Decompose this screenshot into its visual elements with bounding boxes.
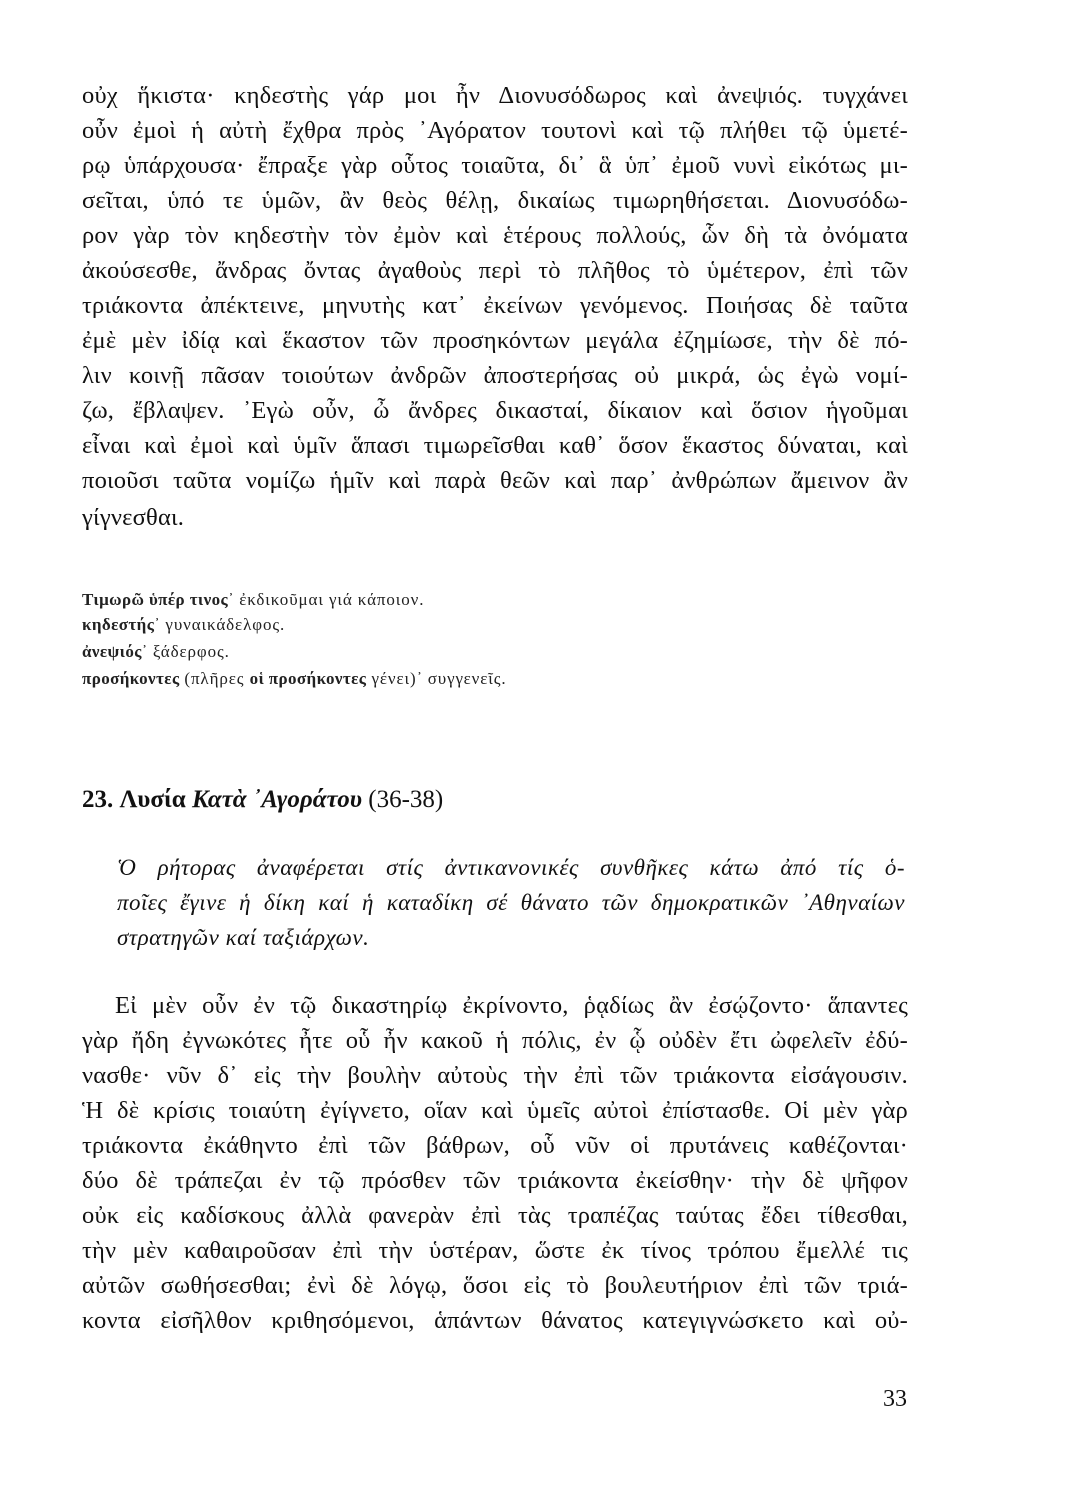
passage-2-line: τὴν μὲν καθαιροῦσαν ἐπὶ τὴν ὑστέραν, ὥστε ἐκ τίνος τρόπου ἔμελλέ τις <box>82 1237 908 1264</box>
passage-1-line: ζω, ἔβλαψεν. ᾿Εγὼ οὖν, ὦ ἄνδρες δικασταί, δίκαιον καὶ ὅσιον ἡγοῦμαι <box>82 397 908 424</box>
glossary-definition: συγγενεῖς. <box>427 669 507 688</box>
passage-1-line: ποιοῦσι ταῦτα νομίζω ἡμῖν καὶ παρὰ θεῶν καὶ παρ᾿ ἀνθρώπων ἄμεινον ἂν <box>82 467 908 494</box>
passage-2-line: τριάκοντα ἐκάθηντο ἐπὶ τῶν βάθρων, οὗ νῦν οἱ πρυτάνεις καθέζονται· <box>82 1132 908 1159</box>
intro-line: στρατηγῶν καί ταξιάρχων. <box>117 925 370 950</box>
glossary-definition: ἐκδικοῦμαι γιά κάποιον. <box>239 590 425 609</box>
page-number: 33 <box>883 1386 907 1412</box>
passage-2-line: Εἰ μὲν οὖν ἐν τῷ δικαστηρίῳ ἐκρίνοντο, ῥᾳδίως ἂν ἐσῴζοντο· ἅπαντες <box>115 992 908 1019</box>
glossary-entry: Τιμωρῶ ὑπέρ τινος᾿ ἐκδικοῦμαι γιά κάποιον. <box>82 590 425 609</box>
passage-1-line: ρον γὰρ τὸν κηδεστὴν τὸν ἐμὸν καὶ ἑτέρους πολλούς, ὧν δὴ τὰ ὀνόματα <box>82 222 908 249</box>
passage-1-line: σεῖται, ὑπό τε ὑμῶν, ἂν θεὸς θέλῃ, δικαίως τιμωρηθήσεται. Διονυσόδω- <box>82 187 908 214</box>
passage-1-line: γίγνεσθαι. <box>82 504 185 531</box>
passage-1-line: τριάκοντα ἀπέκτεινε, μηνυτὴς κατ᾿ ἐκείνων γενόμενος. Ποιήσας δὲ ταῦτα <box>82 292 908 319</box>
glossary-definition: ξάδερφος. <box>152 642 230 661</box>
passage-1-line: ἀκούσεσθε, ἄνδρας ὄντας ἀγαθοὺς περὶ τὸ πλῆθος τὸ ὑμέτερον, ἐπὶ τῶν <box>82 257 908 284</box>
passage-2-line: νασθε· νῦν δ᾿ εἰς τὴν βουλὴν αὐτοὺς τὴν ἐπὶ τῶν τριάκοντα εἰσάγουσιν. <box>82 1062 908 1089</box>
glossary-note-close: γένει) <box>366 669 417 688</box>
passage-2-line: κοντα εἰσῆλθον κριθησόμενοι, ἁπάντων θάνατος κατεγιγνώσκετο καὶ οὐ- <box>82 1307 908 1334</box>
passage-1-line: οὐχ ἥκιστα· κηδεστὴς γάρ μοι ἦν Διονυσόδωρος καὶ ἀνεψιός. τυγχάνει <box>82 82 908 109</box>
glossary-note-term: οἱ προσήκοντες <box>249 669 367 688</box>
passage-1-line: λιν κοινῇ πᾶσαν τοιούτων ἀνδρῶν ἀποστερήσας οὐ μικρά, ὡς ἐγὼ νομί- <box>82 362 908 389</box>
passage-1-line: ρῳ ὑπάρχουσα· ἔπραξε γὰρ οὗτος τοιαῦτα, δι᾿ ἃ ὑπ᾿ ἐμοῦ νυνὶ εἰκότως μι- <box>82 152 908 179</box>
glossary-definition: γυναικάδελφος. <box>165 615 286 634</box>
section-range: (36-38) <box>368 786 444 813</box>
section-author: Λυσία <box>119 786 186 813</box>
passage-1-line: εἶναι καὶ ἐμοὶ καὶ ὑμῖν ἅπασι τιμωρεῖσθαι καθ᾿ ὅσον ἕκαστος δύναται, καὶ <box>82 432 908 459</box>
glossary-term: ἀνεψιός <box>82 642 142 661</box>
section-heading <box>82 784 443 816</box>
passage-2-line: γὰρ ἤδη ἐγνωκότες ἦτε οὗ ἦν κακοῦ ἡ πόλις, ἐν ᾧ οὐδὲν ἔτι ὠφελεῖν ἐδύ- <box>82 1027 908 1054</box>
glossary-term: κηδεστής <box>82 615 155 634</box>
glossary-term: Τιμωρῶ ὑπέρ τινος <box>82 590 229 609</box>
passage-2-line: δύο δὲ τράπεζαι ἐν τῷ πρόσθεν τῶν τριάκοντα ἐκείσθην· τὴν δὲ ψῆφον <box>82 1167 908 1194</box>
passage-2-line: οὐκ εἰς καδίσκους ἀλλὰ φανερὰν ἐπὶ τὰς τραπέζας ταύτας ἔδει τίθεσθαι, <box>82 1202 908 1229</box>
intro-line: ποῖες ἔγινε ἡ δίκη καί ἡ καταδίκη σέ θάνατο τῶν δημοκρατικῶν ᾿Αθηναίων <box>117 890 905 915</box>
passage-1-line: ἐμὲ μὲν ἰδίᾳ καὶ ἕκαστον τῶν προσηκόντων μεγάλα ἐζημίωσε, τὴν δὲ πό- <box>82 327 908 354</box>
section-number: 23. <box>82 786 114 813</box>
passage-2-line: αὐτῶν σωθήσεσθαι; ἐνὶ δὲ λόγῳ, ὅσοι εἰς τὸ βουλευτήριον ἐπὶ τῶν τριά- <box>82 1272 908 1299</box>
glossary-entry: κηδεστής᾿ γυναικάδελφος. <box>82 615 286 634</box>
glossary-note-open: (πλῆρες <box>184 669 250 688</box>
glossary-entry: προσήκοντες (πλῆρες οἱ προσήκοντες γένει)᾿ συγγενεῖς. <box>82 669 507 688</box>
passage-2-line: Ἡ δὲ κρίσις τοιαύτη ἐγίγνετο, οἵαν καὶ ὑμεῖς αὐτοὶ ἐπίστασθε. Οἱ μὲν γὰρ <box>82 1097 908 1124</box>
intro-line: Ὁ ρήτορας ἀναφέρεται στίς ἀντικανονικές συνθῆκες κάτω ἀπό τίς ὁ- <box>117 855 905 880</box>
glossary-entry: ἀνεψιός᾿ ξάδερφος. <box>82 642 230 661</box>
section-work: Κατὰ ᾿Αγοράτου <box>191 786 363 813</box>
glossary-term: προσήκοντες <box>82 669 180 688</box>
passage-1-line: οὖν ἐμοὶ ἡ αὐτὴ ἔχθρα πρὸς ᾿Αγόρατον τουτονὶ καὶ τῷ πλήθει τῷ ὑμετέ- <box>82 117 908 144</box>
